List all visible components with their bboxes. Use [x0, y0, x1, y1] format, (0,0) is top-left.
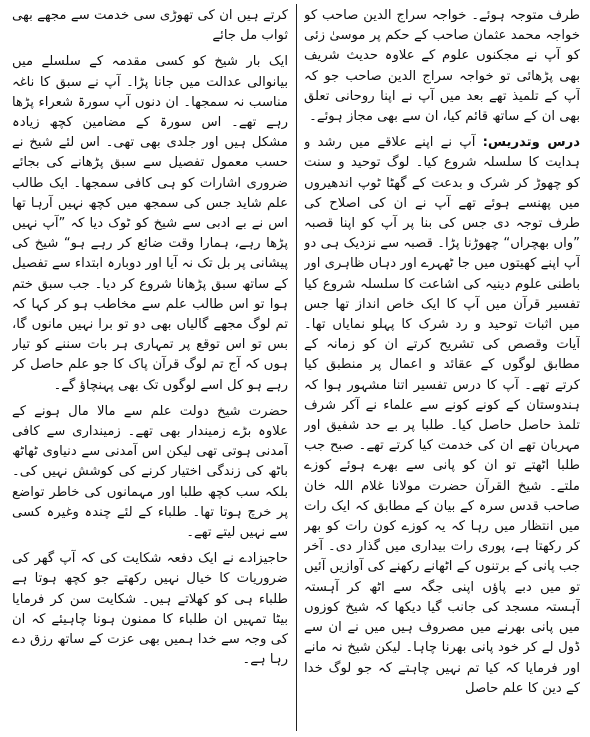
left-text-column — [12, 6, 288, 729]
paragraph: حضرت شیخ دولت علم سے مالا مال ہونے کے علاوہ بڑے زمیندار بھی تھے۔ زمینداری سے کافی آمدنی ہوتی تھی لیکن اس آمدنی سے دنیاوی ٹھاٹھ باٹھ کی زندگی اختیار کرنے کی کوشش نہیں کی۔ بلکہ سب کچھ طلبا اور مہمانوں کی خاطر تواضع پر خرچ ہوتا تھا۔ طلباء کے لئے چندہ وغیرہ کسی سے نہیں لیتے تھے۔ — [12, 403, 288, 541]
section-heading-dars-o-tadrees: درس وتدریس: — [482, 135, 580, 151]
paragraph: طرف متوجہ ہوئے۔ خواجہ سراج الدین صاحب کو خواجہ محمد عثمان صاحب کے حکم پر موسیٰ زئی کو آپ نے مجکنوں علوم کے علاوہ حدیث شریف بھی پڑھائی تو خواجہ سراج الدین صاحب جو کہ آپ کے تلمیذ تھے بعد میں آپ نے اپنا روحانی تعلق بھی ان کے ساتھ قائم کیا، ان سے بھی مجاز ہوئے۔ — [304, 8, 580, 125]
paragraph: کرتے ہیں ان کی تھوڑی سی خدمت سے مجھے بھی ثواب مل جائے — [12, 8, 288, 44]
paragraph-body: آپ نے اپنے علاقے میں رشد و ہدایت کا سلسلہ شروع کیا۔ لوگ توحید و سنت کو چھوڑ کر شرک و بدعت کے گھٹا ٹوپ اندھیروں میں پھنسے ہوئے تھے آپ نے ان کی اصلاح کی طرف توجہ دی جس کی بنا پر آپ کو اپنا قصبہ ”واں بھچراں“ چھوڑنا پڑا۔ قصبہ سے نزدیک ہی دو آپ اپنے کھیتوں میں جا ٹھہرے اور دہاں ظاہری اور باطنی علوم دینیہ کی اشاعت کا سلسلہ شروع کیا تفسیر قرآن میں آپ کا ایک خاص انداز تھا جس میں اثبات توحید و رد شرک کا پہلو نمایاں تھا۔ آیات وقصص کی تشریح کرتے ان کو زمانہ کے مطابق لوگوں کے عقائد و اعمال پر منطبق کیا کرتے تھے۔ آپ کا درس تفسیر اتنا مشہور ہوا کہ ہندوستان کے کونے کونے سے علماء نے آکر شرف تلمذ حاصل حاصل کیا۔ طلبا پر بے حد شفیق اور مہربان تھے ان کی خدمت کیا کرتے تھے۔ صبح جب طلبا اٹھتے تو ان کو پانی سے بھرے ہوئے کوزے ملتے۔ شیخ القرآن حضرت مولانا غلام اللہ خان صاحب قدس سرہ کے بیان کے مطابق کہ ایک رات میں انتظار میں رہا کہ یہ کوزے کون رات کو بھر کر رکھتا ہے، پوری رات بیداری میں گذار دی۔ آخر جب پانی کے برتنوں کے اٹھانے رکھنے کی آوازیں آئیں تو میں دبے پاؤں اپنی جگہ سے اٹھ کر آہستہ آہستہ مسجد کی جانب گیا دیکھا کہ شیخ کوزوں میں پانی بھرنے میں مصروف ہیں میں نے ان سے ڈول لے کر خود پانی بھرنا چاہا۔ لیکن شیخ نہ مانے اور فرمایا کہ کیا تم نہیں چاہتے کہ جو لوگ خدا کے دین کا علم حاصل — [304, 135, 580, 696]
paragraph: حاجیزادے نے ایک دفعہ شکایت کی کہ آپ گھر کی ضروریات کا خیال نہیں رکھتے جو کچھ ہوتا ہے طلباء ہی کو کھلاتے ہیں۔ شکایت سن کر فرمایا بیٹا تمہیں ان طلباء کا ممنون ہونا چاہیئے کہ ان کی وجہ سے خدا ہمیں بھی عزت کے ساتھ رزق دے رہا ہے۔ — [12, 551, 288, 668]
column-divider — [296, 4, 297, 731]
paragraph — [304, 133, 580, 699]
right-text-column — [304, 6, 580, 729]
paragraph: ایک بار شیخ کو کسی مقدمہ کے سلسلے میں بیانوالی عدالت میں جانا پڑا۔ آپ نے سبق کا ناغہ مناسب نہ سمجھا۔ ان دنوں آپ سورۃ شعراء پڑھا رہے تھے۔ اس سورۃ کے مضامین کچھ زیادہ مشکل ہیں اور جلدی بھی تھی۔ اس لئے شیخ نے حسب معمول تفصیل سے سبق پڑھانے کی بجائے ضروری اشارات کو ہی کافی سمجھا۔ ایک طالب علم شاید جس کی سمجھ میں کچھ نہیں آرہا تھا اس نے بے ادبی سے شیخ کو ٹوک دیا کہ ”آپ نہیں پڑھا رہے، ہمارا وقت ضائع کر رہے ہو“ شیخ کی پیشانی پر بل تک نہ آیا اور دوبارہ ابتداء سے تفصیل کے ساتھ سبق پڑھانا شروع کر دیا۔ جب سبق ختم ہوا تو اس طالب علم سے مخاطب ہو کر کہا کہ تم لوگ مجھے گالیاں بھی دو تو برا نہیں مانوں گا، بس تو اس توقع پر تمہاری ہر بات سننے کو تیار ہوں کہ آج تم لوگ قرآن پاک کا جو علم حاصل کر رہے ہو کل اسے لوگوں تک بھی پہنچاؤ گے۔ — [12, 54, 288, 393]
